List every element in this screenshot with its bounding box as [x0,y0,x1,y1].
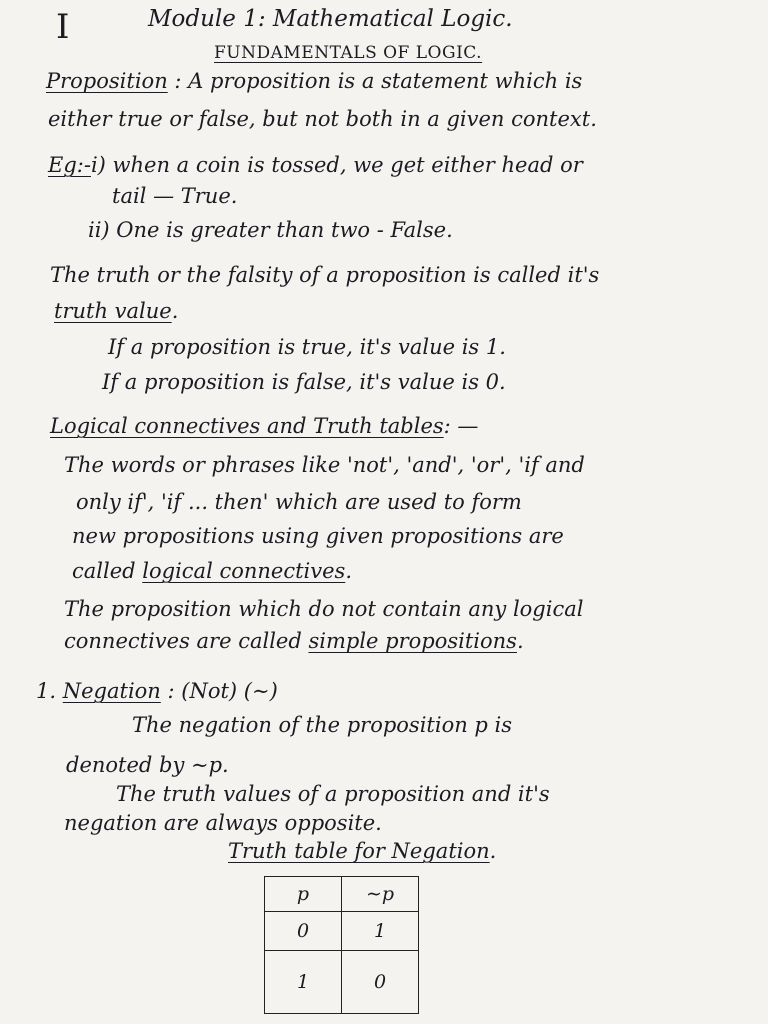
proposition-definition-line-2: either true or false, but not both in a given context. [48,107,597,131]
negation-table-title-line [228,838,496,864]
negation-suffix: : (Not) (∼) [167,679,278,703]
example-1-text: i) when a coin is tossed, we get either head or [90,153,583,177]
example-1-line-1 [48,152,583,178]
simple-propositions-term: simple propositions [308,629,517,653]
table-row [265,951,419,1014]
example-2: ii) One is greater than two - False. [88,218,453,242]
negation-truth-table [264,876,419,1014]
truth-value-term: truth value [54,299,172,323]
table-row [265,912,419,951]
margin-mark: I [56,7,70,47]
connectives-line-4 [72,558,352,584]
connectives-line-4-post: . [345,559,353,583]
logical-connectives-term: logical connectives [142,559,346,583]
connectives-heading: Logical connectives and Truth tables [50,414,444,438]
truth-value-line-1: The truth or the falsity of a proposition is called it's [50,263,600,287]
table-cell: 0 [342,951,419,1014]
connectives-line-3: new propositions using given propositions are [72,524,564,548]
negation-number: 1. [36,679,57,703]
negation-line-2: denoted by ∼p. [66,753,229,777]
truth-value-rule-1: If a proposition is true, it's value is 1. [108,335,506,359]
truth-value-rule-2: If a proposition is false, it's value is 0. [102,370,506,394]
proposition-definition-line-1 [46,68,582,94]
negation-table-title-suffix: . [489,839,497,863]
page-subtitle: FUNDAMENTALS OF LOGIC. [214,43,483,63]
connectives-heading-suffix: : — [443,414,479,438]
connectives-line-5: The proposition which do not contain any logical [64,597,584,621]
negation-line-3: The truth values of a proposition and it's [116,782,550,806]
negation-line-1: The negation of the proposition p is [132,713,513,737]
connectives-line-6-post: . [516,629,524,653]
table-header-cell: p [265,877,342,912]
connectives-line-2: only if', 'if ... then' which are used to form [76,490,522,514]
negation-line-4: negation are always opposite. [64,811,382,835]
page-title: Module 1: Mathematical Logic. [148,6,513,32]
table-cell: 0 [265,912,342,951]
table-cell: 1 [265,951,342,1014]
table-header-cell: ∼p [342,877,419,912]
negation-heading-line [36,678,278,704]
connectives-line-1: The words or phrases like 'not', 'and', 'or', 'if and [64,453,585,477]
connectives-line-6-pre: connectives are called [64,629,309,653]
table-header-row [265,877,419,912]
truth-value-line-2 [54,298,178,324]
truth-value-suffix: . [171,299,179,323]
negation-term: Negation [62,679,161,703]
connectives-heading-line [50,413,478,439]
example-label: Eg:- [48,153,91,177]
table-cell: 1 [342,912,419,951]
proposition-term: Proposition [46,69,168,93]
proposition-definition-text: : A proposition is a statement which is [174,69,583,93]
connectives-line-4-pre: called [72,559,143,583]
negation-table-title: Truth table for Negation [228,839,490,863]
connectives-line-6 [64,628,524,654]
example-1-line-2: tail — True. [112,184,238,208]
